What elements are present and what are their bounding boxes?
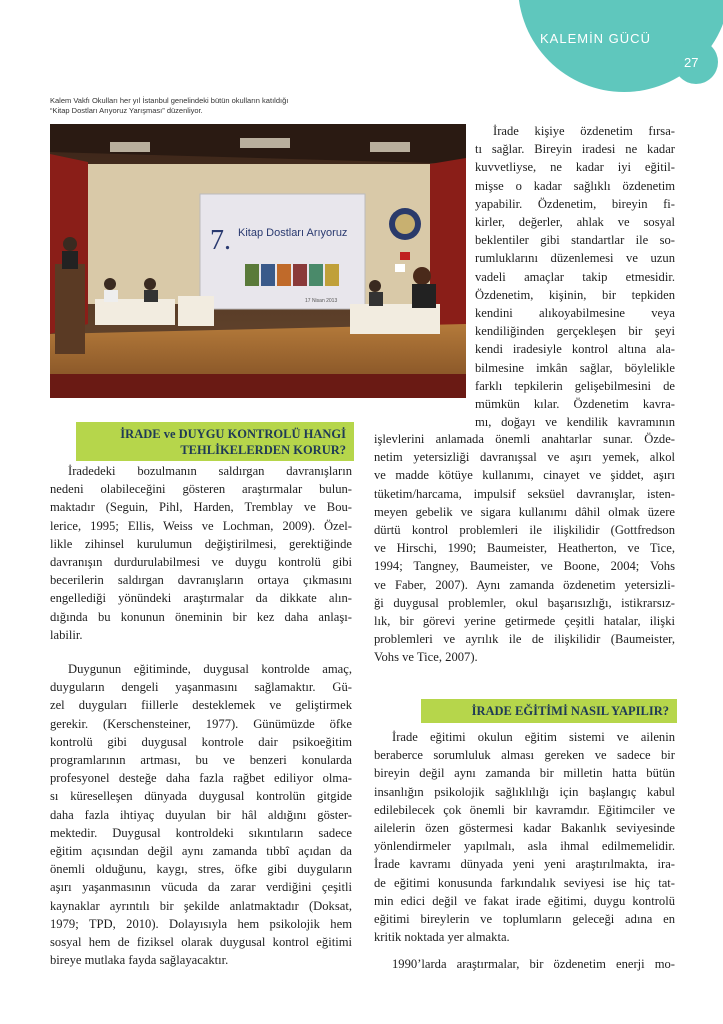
text-line: farklı tepkilerin gelişebilmesini de <box>475 378 675 393</box>
slide-title: Kitap Dostları Arıyoruz <box>238 227 348 239</box>
text-line: ve Hirschi, 1990; Baumeister, Heatherton, ve Tice, <box>374 541 675 556</box>
text-line: kirler, değerler, ahlak ve sosyal <box>475 215 675 230</box>
text-line: kritik noktada yer almakta. <box>374 930 510 945</box>
text-line: bireyin değil aynı zamanda bir milletin hatta bütün <box>374 766 675 781</box>
text-line: maktadır (Seguin, Pihl, Harden, Tremblay ve Bou- <box>50 500 352 515</box>
page-number: 27 <box>684 55 699 70</box>
text-line: eğitim açısından değil aynı zamanda tıbbî açıdan da <box>50 844 352 859</box>
heading-line: İRADE ve DUYGU KONTROLÜ HANGİ <box>120 427 346 441</box>
text-line: bireye mutlaka fayda sağlayacaktır. <box>50 953 229 968</box>
text-line: meyen gebelik ve sigara kullanımı dâhil olmak üzere <box>374 504 675 519</box>
text-line: likle zihinsel kurulumun değiştirilmesi, gerektiğinde <box>50 536 352 551</box>
text-line: kendiliğinden gerçekleşen bir şeyi <box>475 324 675 339</box>
left-column-paragraph-2 <box>50 660 352 969</box>
text-line: programlarının artması, bu ve benzeri konularda <box>50 753 352 768</box>
text-line: lık, bir görevi yerine getirmede çeşitli hatalar, ilişki <box>374 614 675 629</box>
text-line: netim yetersizliği davranışsal ve aşırı yemek, alkol <box>374 450 675 465</box>
text-line: bilmesine imkân sağlar, böylelikle <box>475 360 675 375</box>
text-line: lerice, 1995; Ellis, Weiss ve Lochman, 2009). Özel- <box>50 518 352 533</box>
text-line: sı küreselleşen dünyada duygusal kontrolün gitgide <box>50 789 352 804</box>
text-line: ği duygusal problemler, okul başarısızlığı, istikrarsız- <box>374 595 675 610</box>
text-line: vadeli amaçlar takip etmesidir. <box>475 269 675 284</box>
text-line: de eğitimi konusunda farkındalık seviyesi ise hiç tat- <box>374 875 675 890</box>
text-line: beraberce sorumluluk alması gereken ve sadece bir <box>374 748 675 763</box>
text-line: İradedeki bozulmanın saldırgan davranışların <box>68 464 352 478</box>
magazine-brand: KALEMİN GÜCÜ <box>540 31 651 46</box>
text-line: sosyal hem de fiziksel olarak duygusal kontrol eğitimi <box>50 935 352 950</box>
slide-number: 7. <box>210 225 231 256</box>
section-heading-irade-egitimi <box>421 699 677 723</box>
text-line: zel duyguları fiillerle desteklemek ve geliştirmek <box>50 698 352 713</box>
text-line: kendini alıkoyabilmesine veya <box>475 306 675 321</box>
text-line: ve madde kötüye kullanımı, cinayet ve şiddet, aşırı <box>374 468 675 483</box>
slide-date: 17 Nisan 2013 <box>305 298 338 304</box>
text-line: yapabilir. Özdenetim, bireyin fi- <box>475 196 675 211</box>
text-line: 1994; Tangney, Baumeister, ve Boone, 2004; Vohs <box>374 559 675 574</box>
text-line: eğitimi bireylerin ve toplumların geleceği adına en <box>374 912 675 927</box>
text-line: işlevlerini anlamada önemli anahtarlar sunar. Özde- <box>374 432 675 446</box>
text-line: kaynaklar ayrıntılı bir şekilde anlatmaktadır (Doksat, <box>50 898 352 913</box>
text-line: daha fazla ihtiyaç duyulan bir hâl aldığını göster- <box>50 807 352 822</box>
section-heading-irade-duygu <box>76 422 354 461</box>
text-line: nedeni olabileceğini gösteren araştırmalar bulun- <box>50 482 352 497</box>
text-line: dürtü kontrol problemleri ile ilişkilidir (Gottfredson <box>374 523 675 538</box>
text-line: dığında bu konunun öneminin bir kez daha anlaşı- <box>50 609 352 624</box>
text-line: duyguların dengeli yaşanmasını sağlamaktır. Gü- <box>50 680 352 695</box>
text-line: önemli olduğunu, kaygı, stres, öfke gibi duyguların <box>50 862 352 877</box>
right-column-paragraph-2 <box>374 728 675 974</box>
left-column-paragraph-1 <box>50 462 352 644</box>
text-line: mı, doğayı ve kendilik kavramının <box>475 415 675 430</box>
text-line: rumluklarını düzenlemesi ve uzun <box>475 251 675 266</box>
event-photo <box>50 124 466 398</box>
text-line: kendi iradesiyle kontrol altına ala- <box>475 342 675 357</box>
text-line: ailelerin özen göstermesi kadar Bakanlık seviyesinde <box>374 821 675 836</box>
text-line: min edici değil ve fakat irade eğitimi, duygu kontrolü <box>374 893 675 908</box>
text-line: Vohs ve Tice, 2007). <box>374 650 478 665</box>
text-line: becerilerin saldırgan davranışların ortaya çıkmasını <box>50 573 352 588</box>
text-line: mümkün kılar. Özdenetim kavra- <box>475 397 675 412</box>
text-line: beklentiler gibi standartlar ile so- <box>475 233 675 248</box>
text-line: 1979; TPD, 2010). Dolayısıyla hem psikolojik hem <box>50 916 352 931</box>
text-line: ve Faber, 2007). Aynı zamanda özdenetim yetersizli- <box>374 577 675 592</box>
text-line: İrade kişiye özdenetim fırsa- <box>493 124 675 138</box>
heading-line: TEHLİKELERDEN KORUR? <box>180 443 346 457</box>
text-line: İrade kavramı dünyada yeni yeni araştırılmakta, ira- <box>374 857 675 872</box>
text-line: tı sağlar. Bireyin iradesi ne kadar <box>475 142 675 157</box>
text-line: engellediği yönündeki araştırmalar da dikkate alın- <box>50 591 352 606</box>
text-line: kontrolü gibi duygusal kontrole dair psikoeğitim <box>50 734 352 749</box>
text-line: aşırı yaşanmasının vücuda da zarar verdiğini çeşitli <box>50 880 352 895</box>
text-line: tüketim/harcama, impulsif seksüel davranışlar, isten- <box>374 486 675 501</box>
text-line: yönlendirmeler yapılmalı, asla ihmal edilmemelidir. <box>374 839 675 854</box>
text-line: Özdenetim, kişinin, bir tepkiden <box>475 287 675 302</box>
text-line: davranışın durdurulabilmesi ve duygu kontrolü gibi <box>50 555 352 570</box>
text-line: mişse o kadar sağlıklı özdenetim <box>475 178 675 193</box>
right-column-paragraph-1-continued <box>374 430 675 667</box>
caption-line: Kalem Vakfı Okulları her yıl İstanbul genelindeki bütün okulların katıldığı <box>50 96 289 105</box>
text-line: insanlığın psikolojik sağlıklılığı için başlangıç kabul <box>374 784 675 799</box>
right-column-paragraph-1 <box>475 122 675 431</box>
conference-scene <box>50 124 466 398</box>
text-line: edilebilecek çok önemli bir kavramdır. Eğitimciler ve <box>374 802 675 817</box>
text-line: gerekir. (Kerschensteiner, 1977). Günümüzde öfke <box>50 716 352 731</box>
photo-caption <box>50 96 350 116</box>
text-line: Duygunun eğitiminde, duygusal kontrolde amaç, <box>68 662 352 676</box>
heading-line: İRADE EĞİTİMİ NASIL YAPILIR? <box>471 704 669 718</box>
text-line: 1990’larda araştırmalar, bir özdenetim enerji mo- <box>392 957 675 972</box>
text-line: labilir. <box>50 627 83 642</box>
text-line: profesyonel desteğe daha fazla rağbet ediliyor olma- <box>50 771 352 786</box>
text-line: kuvvetliyse, ne kadar iyi eğitil- <box>475 160 675 175</box>
text-line: mektedir. Duygusal kontroldeki sıkıntıların sadece <box>50 825 352 840</box>
text-line: İrade eğitimi okulun eğitim sistemi ve ailenin <box>392 730 675 744</box>
caption-line: “Kitap Dostları Arıyoruz Yarışması” düzenliyor. <box>50 106 203 115</box>
text-line: problemleri ve ayrılık ile de ilişkilidir (Baumeister, <box>374 632 675 647</box>
